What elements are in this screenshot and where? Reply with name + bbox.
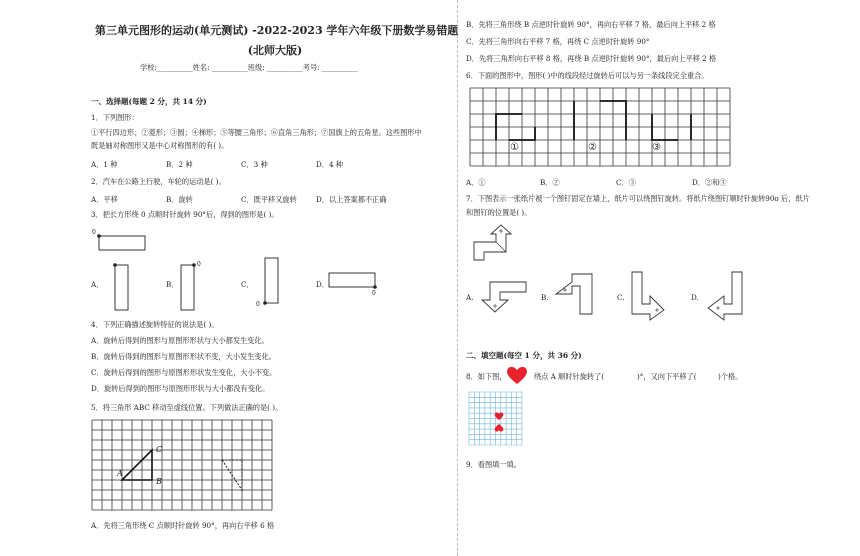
student-info-line: 学校:__________姓名: __________班级: __________考号: __________	[140, 63, 358, 72]
q5-option-c: C．先将三角形向右平移 7 格，再绕 C 点逆时针旋转 90°	[466, 37, 650, 46]
q5-label-b: B	[156, 477, 162, 486]
q1-line2: 既是轴对称图形又是中心对称图形的有( )。	[91, 141, 229, 150]
q1-option-c: C．3 种	[241, 160, 268, 169]
q3-original-rectangle	[92, 230, 152, 252]
q7-line2: 和图钉的位置是( )。	[466, 208, 532, 217]
q2-stem: 2．汽车在公路上行驶，车轮的运动是( )。	[91, 177, 226, 186]
q7-option-c-figure	[628, 268, 673, 323]
q5-label-c: C	[156, 445, 163, 454]
q3-option-b-figure	[176, 260, 206, 312]
q3-b-o-label: 0	[197, 261, 201, 268]
q6-stem: 6．下面的图形中，图形( )中的线段经过旋转后可以与另一条线段完全重合。	[466, 71, 709, 80]
q5-option-d: D．先将三角形向右平移 8 格，再绕 B 点逆时针旋转 90°，最后向上平移 2 格	[466, 54, 717, 63]
q2-option-a: A．平移	[91, 195, 118, 204]
q6-option-c: C．③	[616, 178, 636, 187]
q5-stem: 5．将三角形 ABC 移动至虚线位置。下列做法正确的是( )。	[91, 403, 283, 412]
q2-option-b: B．旋转	[166, 195, 193, 204]
q7-option-c: C.	[617, 293, 625, 302]
q7-option-d: D.	[691, 293, 699, 302]
q7-original-paper	[470, 222, 520, 264]
q3-option-d: D．	[316, 280, 329, 289]
q3-option-b: B．	[166, 280, 179, 289]
q1-option-b: B．2 种	[166, 160, 193, 169]
q9-stem: 9．看图填一填。	[466, 460, 521, 469]
q3-o-label: 0	[92, 229, 96, 236]
q7-option-b-figure	[552, 270, 597, 322]
q3-option-c: C．	[241, 280, 254, 289]
q3-option-a: A．	[91, 280, 104, 289]
q7-option-d-figure	[702, 268, 747, 323]
q6-mark-3: ③	[652, 142, 661, 153]
q4-option-d: D．旋转后得到的图形与原图形形状与大小都没有变化。	[91, 384, 270, 393]
q8-mid: 绕点 A 顺时针旋转了(	[534, 372, 605, 381]
q7-line1: 7．下图表示一张纸片被一个图钉固定在墙上，纸片可以绕图钉旋转。将纸片绕图钉顺时针旋转90o 后，纸片	[466, 194, 810, 203]
q3-option-d-figure	[325, 270, 385, 296]
q5-option-b: B．先将三角形绕 B 点逆时针旋转 90°，再向右平移 7 格，最后向上平移 2 格	[466, 20, 716, 29]
q6-grid-figure	[470, 88, 732, 168]
q1-line1: ①平行四边形；②菱形；③圆；④梯形；⑤等腰三角形；⑥直角三角形；⑦国旗上的五角星。这些图形中	[91, 128, 422, 137]
q6-option-a: A．①	[466, 178, 486, 187]
heart-icon	[506, 365, 528, 385]
page-title: 第三单元图形的运动(单元测试) -2022-2023 学年六年级下册数学易错题	[95, 24, 459, 37]
q6-mark-2: ②	[588, 142, 597, 153]
q6-mark-1: ①	[510, 142, 519, 153]
q7-option-a-figure	[478, 278, 533, 318]
q8-mid2: )°，又向下平移了(	[637, 372, 697, 381]
q8-end: )个格。	[718, 372, 743, 381]
q5-label-a: A	[117, 469, 123, 478]
q1-stem: 1．下列图形：	[91, 113, 139, 122]
q3-d-o-label: 0	[372, 290, 376, 297]
q8-prefix: 8．如下图，	[466, 372, 507, 381]
q2-option-c: C．既平移又旋转	[241, 195, 297, 204]
q8-grid-figure	[469, 392, 525, 446]
page-subtitle: (北师大版)	[247, 44, 303, 57]
section-heading-fill: 二、填空题(每空 1 分，共 36 分)	[466, 351, 582, 360]
q3-option-c-figure	[258, 255, 288, 310]
q3-stem: 3．把长方形绕 0 点顺时针旋转 90°后，得到的图形是( )。	[91, 210, 279, 219]
q3-option-a-figure	[108, 260, 138, 312]
q7-option-a: A.	[466, 293, 474, 302]
q6-option-d: D．②和③	[692, 178, 727, 187]
section-heading-choice: 一、选择题(每题 2 分，共 14 分)	[91, 97, 207, 106]
q1-option-d: D．4 种	[316, 160, 343, 169]
q4-stem: 4．下列正确描述旋转特征的说法是( )。	[91, 320, 219, 329]
q2-option-d: D．以上答案都不正确	[316, 195, 387, 204]
q4-option-b: B．旋转后得到的图形与原图形形状不变，大小发生变化。	[91, 352, 276, 361]
q4-option-c: C．旋转后得到的图形与原图形形状发生变化，大小不变。	[91, 368, 277, 377]
q5-option-a: A．先将三角形绕 C 点顺时针旋转 90°，再向右平移 6 格	[91, 521, 275, 530]
q6-option-b: B．②	[540, 178, 560, 187]
q5-grid-figure	[92, 420, 274, 512]
column-divider	[457, 0, 458, 556]
q1-option-a: A．1 种	[91, 160, 118, 169]
q3-c-o-label: 0	[256, 301, 260, 308]
q4-option-a: A．旋转后得到的图形与原图形形状与大小都发生变化。	[91, 336, 269, 345]
q7-option-b: B.	[541, 293, 549, 302]
